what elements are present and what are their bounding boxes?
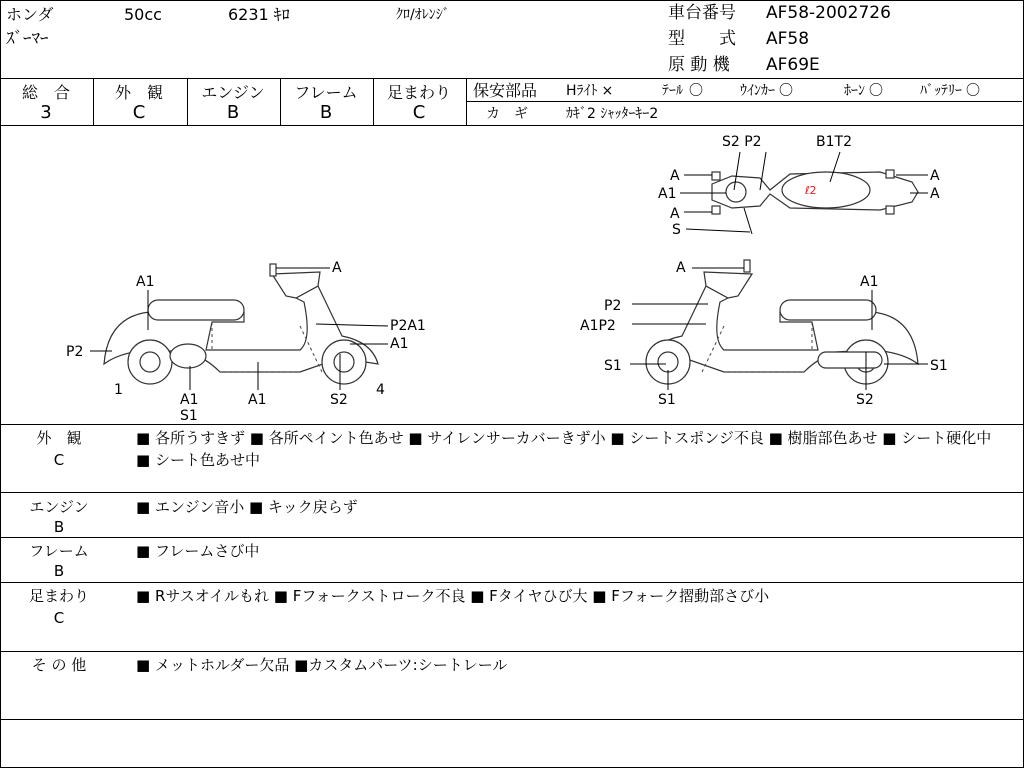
brand-mark: ℓ2 xyxy=(805,184,817,197)
grade-engine-value: B xyxy=(226,102,240,123)
note-other-label: そ の 他 xyxy=(31,656,87,674)
note-engine-text: ■ エンジン音小 ■ キック戻らず xyxy=(136,498,358,516)
note-exterior-grade: C xyxy=(53,451,65,469)
safety-title: 保安部品 xyxy=(473,81,538,100)
note-suspension-grade: C xyxy=(53,609,65,627)
note-other-text: ■ メットホルダー欠品 ■カスタムパーツ:シートレール xyxy=(136,656,508,674)
diagram-label: A xyxy=(670,168,680,184)
diagram-label: P2 xyxy=(604,298,622,314)
engine-value: AF69E xyxy=(766,55,820,75)
divider xyxy=(0,537,1024,538)
color: ｸﾛ/ｵﾚﾝｼﾞ xyxy=(396,7,450,23)
diagram-label: S1 xyxy=(658,392,676,408)
diagram-label: A xyxy=(670,206,680,222)
grade-overall-label: 総 合 xyxy=(21,83,70,102)
note-engine-label: エンジン xyxy=(29,498,89,516)
diagram-label: A1 xyxy=(658,186,677,202)
grade-exterior-label: 外 観 xyxy=(114,83,163,102)
note-frame-label: フレーム xyxy=(29,542,89,560)
divider xyxy=(466,101,1022,102)
diagram-label: P2 xyxy=(66,344,84,360)
frame-no: AF58-2002726 xyxy=(766,3,891,23)
safety-battery: ﾊﾞｯﾃﾘｰ 〇 xyxy=(920,83,980,99)
safety-horn: ﾎｰﾝ 〇 xyxy=(844,83,883,99)
diagram-label: A xyxy=(930,186,940,202)
type-label: 型 式 xyxy=(668,29,736,49)
key-value: ｶｷﾞ2 ｼｬｯﾀｰｷｰ2 xyxy=(566,106,659,122)
diagram-label: S1 xyxy=(930,358,948,374)
note-frame-text: ■ フレームさび中 xyxy=(136,542,260,560)
displacement: 50cc xyxy=(124,5,162,24)
diagram-label: A1 xyxy=(136,274,155,290)
diagram-label: B1T2 xyxy=(816,134,852,150)
diagram-label: 4 xyxy=(376,382,385,398)
engine-label: 原 動 機 xyxy=(668,55,730,75)
diagram-label: S2 xyxy=(856,392,874,408)
grade-frame-value: B xyxy=(319,102,333,123)
type-value: AF58 xyxy=(766,29,810,49)
divider xyxy=(0,424,1024,425)
note-engine-grade: B xyxy=(53,518,65,536)
grade-engine-label: エンジン xyxy=(201,83,265,102)
diagram-label: S1 xyxy=(604,358,622,374)
scooter-diagram xyxy=(0,126,1024,424)
note-suspension-label: 足まわり xyxy=(28,587,89,605)
top-view-scooter xyxy=(712,170,918,234)
diagram-label: A1 xyxy=(180,392,199,408)
note-exterior-label: 外 観 xyxy=(36,429,82,447)
model-name: ｽﾞｰﾏｰ xyxy=(6,29,49,49)
key-label: カ ギ xyxy=(486,106,528,122)
grade-suspension-value: C xyxy=(412,102,426,123)
divider xyxy=(0,719,1024,720)
grade-suspension-label: 足まわり xyxy=(386,83,451,102)
grade-exterior-value: C xyxy=(132,102,146,123)
diagram-label: S2 xyxy=(330,392,348,408)
note-suspension-text: ■ Rサスオイルもれ ■ Fフォークストローク不良 ■ Fタイヤひび大 ■ Fフォーク摺動部さび小 xyxy=(136,587,770,605)
safety-winker: ｳｲﾝｶｰ 〇 xyxy=(740,83,793,99)
diagram-label: A xyxy=(930,168,940,184)
diagram-label: A1 xyxy=(860,274,879,290)
diagram-label: P2A1 xyxy=(390,318,426,334)
diagram-label: 1 xyxy=(114,382,123,398)
grade-overall-value: 3 xyxy=(40,102,52,123)
diagram-label: A1 xyxy=(390,336,409,352)
maker: ホンダ xyxy=(6,5,54,24)
safety-headlight: Hﾗｲﾄ × xyxy=(566,83,614,99)
diagram-label: A xyxy=(676,260,686,276)
safety-tail: ﾃｰﾙ 〇 xyxy=(662,83,703,99)
diagram-label: S xyxy=(672,222,681,238)
frame-no-label: 車台番号 xyxy=(668,3,736,23)
divider xyxy=(0,582,1024,583)
divider xyxy=(0,78,1024,79)
diagram-label: A xyxy=(332,260,342,276)
mileage: 6231 ｷﾛ xyxy=(228,5,290,24)
divider xyxy=(0,492,1024,493)
diagram-label: S2 P2 xyxy=(722,134,762,150)
note-exterior-text: ■ 各所うすきず ■ 各所ペイント色あせ ■ サイレンサーカバーきず小 ■ シートスポンジ不良 ■ 樹脂部色あせ ■ シート硬化中 ■ シート色あせ中 xyxy=(136,429,992,469)
diagram-label: S1 xyxy=(180,408,198,424)
diagram-label: A1P2 xyxy=(580,318,616,334)
note-frame-grade: B xyxy=(53,562,65,580)
grade-frame-label: フレーム xyxy=(294,83,358,102)
divider xyxy=(0,651,1024,652)
diagram-label: A1 xyxy=(248,392,267,408)
